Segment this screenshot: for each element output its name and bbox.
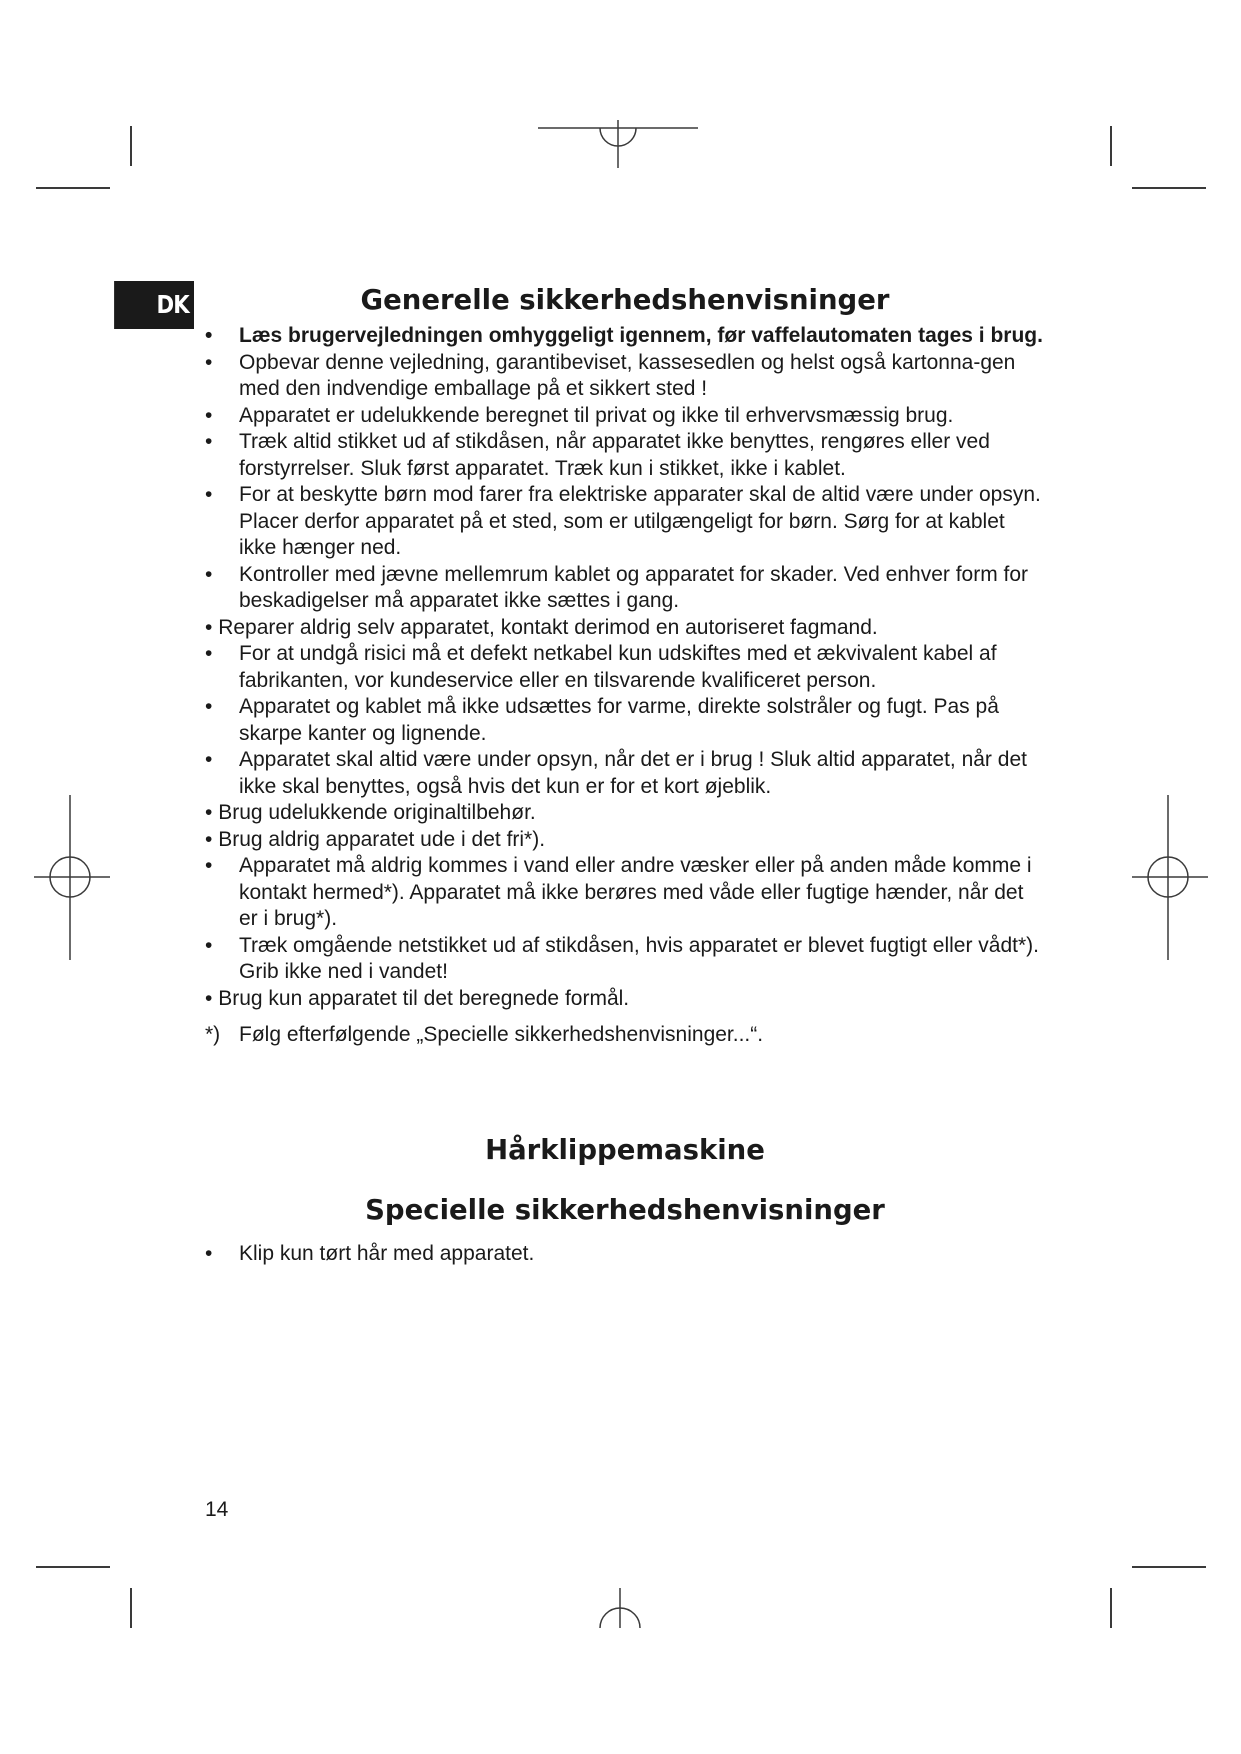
crop-mark — [36, 1566, 110, 1568]
language-tab: DK — [114, 281, 194, 329]
section-hair-clipper — [205, 1131, 1045, 1267]
section-title: Generelle sikkerhedshenvisninger — [360, 284, 890, 316]
footnote-text: Følg efterfølgende „Specielle sikkerhedshenvisninger...“. — [239, 1023, 764, 1046]
list-item: • Træk altid stikket ud af stikdåsen, når apparatet ikke benyttes, rengøres eller ved forstyrrelser. Sluk først apparatet. Træk kun i stikket, ikke i kablet. — [205, 430, 990, 480]
crop-mark — [1110, 126, 1112, 166]
list-item: • Apparatet er udelukkende beregnet til privat og ikke til erhvervsmæssig brug. — [205, 403, 954, 427]
list-item: • For at beskytte børn mod farer fra elektriske apparater skal de altid være under opsyn. Placer derfor apparatet på et sted, som er utilgængeligt for børn. Sørg for at kablet ikke hænger ned. — [205, 483, 1041, 559]
safety-list — [205, 323, 1045, 1012]
page-number: 14 — [205, 1498, 229, 1521]
list-item: • Kontroller med jævne mellemrum kablet og apparatet for skader. Ved enhver form for beskadigelser må apparatet ikke sættes i gang. — [205, 562, 1029, 612]
list-item: • Brug aldrig apparatet ude i det fri*). — [205, 827, 546, 851]
special-safety-list — [205, 1241, 1045, 1267]
list-item: • Apparatet skal altid være under opsyn, når det er i brug ! Sluk altid apparatet, når det ikke skal benyttes, også hvis det kun er for et kort øjeblik. — [205, 748, 1027, 798]
registration-mark-right — [1128, 795, 1208, 960]
list-item: • Træk omgående netstikket ud af stikdåsen, hvis apparatet er blevet fugtigt eller vådt*). Grib ikke ned i vandet! — [205, 933, 1039, 983]
registration-mark-bottom — [598, 1588, 642, 1628]
list-item: • Apparatet og kablet må ikke udsættes for varme, direkte solstråler og fugt. Pas på skarpe kanter og lignende. — [205, 695, 999, 745]
footnote — [205, 1022, 1045, 1048]
list-item: • For at undgå risici må et defekt netkabel kun udskiftes med et ækvivalent kabel af fabrikanten, vor kundeservice eller en tilsvarende kvalificeret person. — [205, 642, 997, 692]
crop-mark — [1132, 187, 1206, 189]
list-item: • Brug udelukkende originaltilbehør. — [205, 801, 536, 824]
crop-mark — [130, 1588, 132, 1628]
list-item: • Klip kun tørt hår med apparatet. — [205, 1242, 535, 1265]
section-general-safety — [205, 281, 1045, 1048]
crop-mark — [130, 126, 132, 166]
list-item: • Brug kun apparatet til det beregnede formål. — [205, 986, 630, 1010]
crop-mark — [36, 187, 110, 189]
registration-mark-left — [34, 795, 114, 960]
list-item: • Læs brugervejledningen omhyggeligt igennem, før vaffelautomaten tages i brug. — [205, 324, 1043, 347]
registration-mark-top — [538, 120, 698, 170]
crop-mark — [1110, 1588, 1112, 1628]
list-item: • Apparatet må aldrig kommes i vand eller andre væsker eller på anden måde komme i kontakt hermed*). Apparatet må ikke berøres med våde eller fugtige hænder, når det er i brug*). — [205, 854, 1032, 930]
list-item: • Reparer aldrig selv apparatet, kontakt derimod en autoriseret fagmand. — [205, 615, 878, 639]
list-item: • Opbevar denne vejledning, garantibeviset, kassesedlen og helst også kartonna-gen med den indvendige emballage på et sikkert sted ! — [205, 350, 1016, 400]
footnote-marker: *) — [205, 1023, 221, 1046]
crop-mark — [1132, 1566, 1206, 1568]
section-title: Hårklippemaskine — [485, 1134, 765, 1166]
section-subtitle: Specielle sikkerhedshenvisninger — [365, 1194, 885, 1226]
